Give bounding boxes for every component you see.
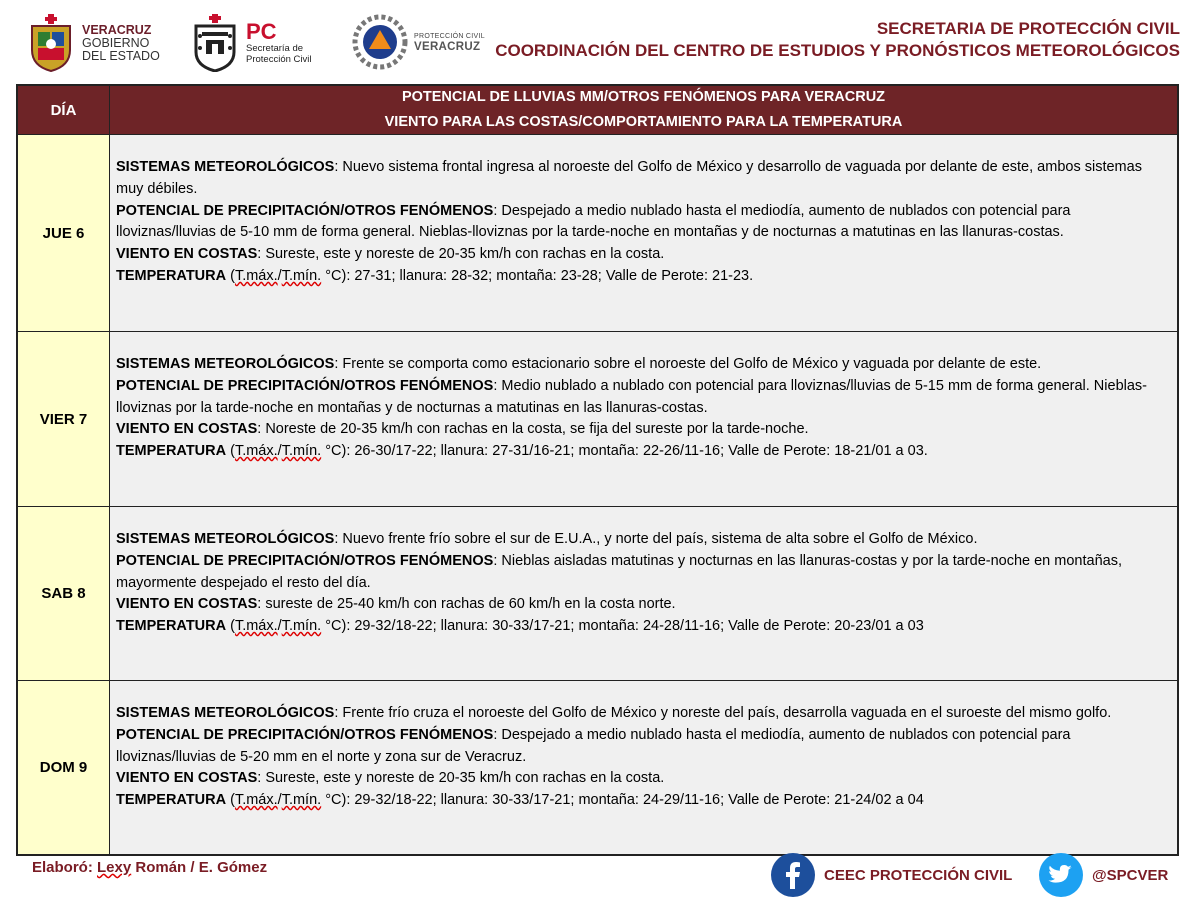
sistemas-label: SISTEMAS METEOROLÓGICOS xyxy=(116,159,335,175)
viento-label: VIENTO EN COSTAS xyxy=(116,596,258,613)
table-row xyxy=(18,331,1177,506)
sistemas-label: SISTEMAS METEOROLÓGICOS xyxy=(116,531,335,547)
temperatura-line xyxy=(116,790,1169,812)
pcv-logo-small: PROTECCIÓN CIVIL xyxy=(414,33,485,40)
temp-open: ( xyxy=(226,443,235,460)
temperatura-label: TEMPERATURA xyxy=(116,792,227,809)
veracruz-logo xyxy=(28,14,160,72)
veracruz-logo-line2: GOBIERNO xyxy=(82,35,150,50)
temperatura-line xyxy=(116,266,1169,288)
potencial-label: POTENCIAL DE PRECIPITACIÓN/OTROS FENÓMENOS xyxy=(116,202,494,219)
veracruz-logo-line1: VERACRUZ xyxy=(82,22,152,37)
pc-logo-big: PC xyxy=(246,19,277,44)
tmin-label: T.mín. xyxy=(281,792,322,809)
temp-slash: / xyxy=(277,618,282,635)
facebook-link[interactable] xyxy=(770,852,1012,898)
header-title xyxy=(495,18,1180,62)
credit-rest: Román / E. Gómez xyxy=(131,859,268,876)
viento-line xyxy=(116,244,1169,266)
pcv-logo-big: VERACRUZ xyxy=(414,41,481,53)
twitter-label: @SPCVER xyxy=(1092,866,1169,884)
sistemas-line xyxy=(116,703,1169,725)
temp-close: °C) xyxy=(321,792,347,809)
pcv-logo-text xyxy=(414,31,485,53)
temperatura-text: : 29-32/18-22; llanura: 30-33/17-21; montaña: 24-29/11-16; Valle de Perote: 21-24/02 a 04 xyxy=(346,792,924,809)
credit-prefix: Elaboró: xyxy=(32,859,98,876)
sistemas-text: : Nuevo sistema frontal ingresa al noroeste del Golfo de México y desarrollo de vaguada por delante de este, ambos sistemas muy débiles. xyxy=(116,159,1142,197)
potencial-line xyxy=(116,376,1169,420)
viento-text: : Noreste de 20-35 km/h con rachas en la costa, se fija del sureste por la tarde-noche. xyxy=(257,421,809,438)
pc-emblem-icon xyxy=(190,14,240,72)
sistemas-label: SISTEMAS METEOROLÓGICOS xyxy=(116,705,335,721)
forecast-cell xyxy=(110,135,1177,331)
page-footer xyxy=(0,850,1194,898)
viento-text: : sureste de 25-40 km/h con rachas de 60 km/h en la costa norte. xyxy=(257,596,676,613)
sistemas-line xyxy=(116,157,1169,201)
pc-logo-text xyxy=(246,21,311,65)
facebook-icon xyxy=(770,852,816,898)
day-cell: DOM 9 xyxy=(18,681,110,854)
forecast-table xyxy=(16,84,1179,856)
temp-open: ( xyxy=(226,267,235,284)
tmin-label: T.mín. xyxy=(281,618,322,635)
potencial-line xyxy=(116,725,1169,769)
pc-logo-line2: Protección Civil xyxy=(246,54,312,65)
viento-label: VIENTO EN COSTAS xyxy=(116,770,258,787)
temp-slash: / xyxy=(277,792,282,809)
tmax-label: T.máx. xyxy=(234,792,278,809)
sistemas-line xyxy=(116,529,1169,551)
potencial-label: POTENCIAL DE PRECIPITACIÓN/OTROS FENÓMENOS xyxy=(116,552,494,569)
temp-slash: / xyxy=(277,267,282,284)
veracruz-shield-icon xyxy=(28,14,74,72)
potencial-text: : Nieblas aisladas matutinas y nocturnas en las llanuras-costas y por la tarde-noche en montañas, mayormente despejado el resto del día. xyxy=(116,552,1122,591)
temperatura-text: : 26-30/17-22; llanura: 27-31/16-21; montaña: 22-26/11-16; Valle de Perote: 18-21/01 a 03. xyxy=(346,443,928,460)
tmax-label: T.máx. xyxy=(234,267,278,284)
civil-protection-triangle-icon xyxy=(352,14,408,70)
potencial-label: POTENCIAL DE PRECIPITACIÓN/OTROS FENÓMENOS xyxy=(116,377,494,394)
viento-label: VIENTO EN COSTAS xyxy=(116,421,258,438)
facebook-label: CEEC PROTECCIÓN CIVIL xyxy=(824,866,1013,884)
author-credit xyxy=(32,859,267,876)
table-row xyxy=(18,134,1177,331)
day-cell: SAB 8 xyxy=(18,507,110,680)
table-row xyxy=(18,680,1177,854)
column-header-forecast xyxy=(110,86,1177,134)
temperatura-line xyxy=(116,441,1169,463)
potencial-label: POTENCIAL DE PRECIPITACIÓN/OTROS FENÓMENOS xyxy=(116,726,494,743)
viento-line xyxy=(116,419,1169,441)
viento-label: VIENTO EN COSTAS xyxy=(116,246,258,263)
tmin-label: T.mín. xyxy=(281,443,322,460)
column-header-line1: POTENCIAL DE LLUVIAS MM/OTROS FENÓMENOS PARA VERACRUZ xyxy=(401,89,886,105)
potencial-text: : Despejado a medio nublado hasta el mediodía, aumento de nublados con potencial para lloviznas/lluvias de 5-10 mm de forma general. Nieblas-lloviznas por la tarde-noche en montañas y de nocturnas a matutinas en las llanuras-costas. xyxy=(116,202,1071,241)
forecast-cell xyxy=(110,681,1177,854)
temperatura-label: TEMPERATURA xyxy=(116,443,227,460)
veracruz-logo-line3: DEL ESTADO xyxy=(82,48,160,63)
temp-close: °C) xyxy=(321,443,347,460)
forecast-cell xyxy=(110,332,1177,506)
potencial-text: : Medio nublado a nublado con potencial para lloviznas/lluvias de 5-15 mm de forma general. Nieblas-lloviznas por la tarde-noche en montañas y de nocturnas a matutinas en las llanuras-costas. xyxy=(116,377,1147,416)
potencial-line xyxy=(116,551,1169,595)
pc-logo-line1: Secretaría de xyxy=(246,43,304,54)
sistemas-line xyxy=(116,354,1169,376)
sistemas-text: : Frente frío cruza el noroeste del Golfo de México y noreste del país, desarrolla vaguada en el suroeste del mismo golfo. xyxy=(334,705,1112,721)
table-row xyxy=(18,506,1177,680)
viento-line xyxy=(116,768,1169,790)
tmin-label: T.mín. xyxy=(281,267,322,284)
temp-slash: / xyxy=(277,443,282,460)
page-header xyxy=(0,0,1194,84)
pc-veracruz-logo xyxy=(352,14,485,70)
viento-text: : Sureste, este y noreste de 20-35 km/h con rachas en la costa. xyxy=(257,246,665,263)
temp-close: °C) xyxy=(321,618,347,635)
potencial-line xyxy=(116,201,1169,245)
viento-text: : Sureste, este y noreste de 20-35 km/h con rachas en la costa. xyxy=(257,770,665,787)
day-cell: VIER 7 xyxy=(18,332,110,506)
column-header-day: DÍA xyxy=(18,86,110,134)
twitter-icon xyxy=(1038,852,1084,898)
sistemas-text: : Frente se comporta como estacionario sobre el noroeste del Golfo de México y vaguada por delante de este. xyxy=(334,356,1042,372)
viento-line xyxy=(116,594,1169,616)
veracruz-logo-text xyxy=(82,24,160,63)
temperatura-label: TEMPERATURA xyxy=(116,267,227,284)
header-title-line2: COORDINACIÓN DEL CENTRO DE ESTUDIOS Y PRONÓSTICOS METEOROLÓGICOS xyxy=(495,41,1180,60)
temperatura-text: : 29-32/18-22; llanura: 30-33/17-21; montaña: 24-28/11-16; Valle de Perote: 20-23/01 a 03 xyxy=(346,618,924,635)
twitter-link[interactable] xyxy=(1038,852,1168,898)
temperatura-line xyxy=(116,616,1169,638)
temperatura-label: TEMPERATURA xyxy=(116,618,227,635)
temp-close: °C) xyxy=(321,267,347,284)
tmax-label: T.máx. xyxy=(234,443,278,460)
temperatura-text: : 27-31; llanura: 28-32; montaña: 23-28; Valle de Perote: 21-23. xyxy=(346,267,754,284)
table-header-row xyxy=(18,86,1177,134)
header-title-line1: SECRETARIA DE PROTECCIÓN CIVIL xyxy=(876,19,1180,38)
credit-name: Lexy xyxy=(97,859,132,876)
pc-logo xyxy=(190,14,311,72)
tmax-label: T.máx. xyxy=(234,618,278,635)
column-header-line2: VIENTO PARA LAS COSTAS/COMPORTAMIENTO PARA LA TEMPERATURA xyxy=(384,114,903,130)
sistemas-text: : Nuevo frente frío sobre el sur de E.U.A., y norte del país, sistema de alta sobre el Golfo de México. xyxy=(334,531,978,547)
sistemas-label: SISTEMAS METEOROLÓGICOS xyxy=(116,356,335,372)
day-cell: JUE 6 xyxy=(18,135,110,331)
forecast-cell xyxy=(110,507,1177,680)
temp-open: ( xyxy=(226,618,235,635)
temp-open: ( xyxy=(226,792,235,809)
potencial-text: : Despejado a medio nublado hasta el mediodía, aumento de nublados con potencial para lloviznas/lluvias de 5-20 mm en el norte y zona sur de Veracruz. xyxy=(116,726,1071,765)
